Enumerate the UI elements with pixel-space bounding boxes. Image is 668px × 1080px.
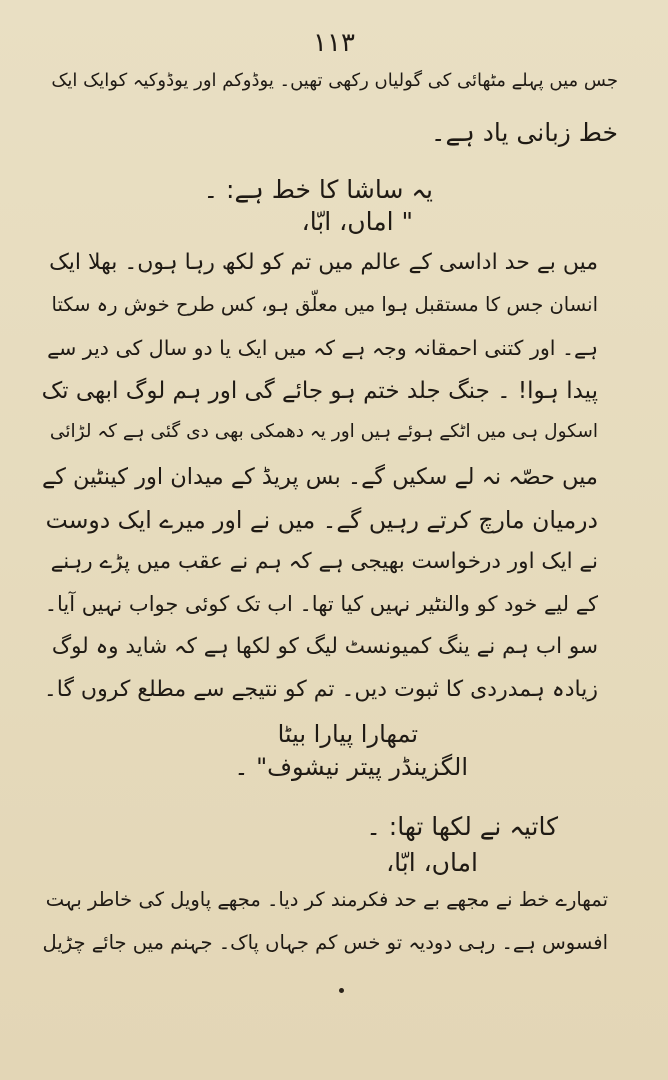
intro-line: جس میں پہلے مٹھائی کی گولیاں رکھی تھیں۔ یوڈوکم اور یوڈوکیہ کوایک ایک [51, 70, 618, 91]
letter2-heading: کاتیہ نے لکھا تھا: ۔ [366, 812, 558, 841]
letter1-body-line: زیادہ ہمدردی کا ثبوت دیں۔ تم کو نتیجے سے مطلع کروں گا۔ [43, 677, 598, 702]
letter2-body-line: افسوس ہے۔ رہی دودیہ تو خس کم جہاں پاک۔ جہنم میں جائے چڑیل [42, 931, 608, 954]
intro-line: خط زبانی یاد ہے۔ [430, 118, 618, 147]
stray-dot [339, 988, 344, 993]
letter1-salutation: " اماں، ابّا، [301, 207, 413, 236]
letter2-salutation: اماں، ابّا، [386, 848, 478, 877]
letter1-body-line: پیدا ہوا! ۔ جنگ جلد ختم ہو جائے گی اور ہم لوگ ابھی تک [41, 378, 598, 404]
letter1-body-line: انسان جس کا مستقبل ہوا میں معلّق ہو، کس طرح خوش رہ سکتا [51, 293, 598, 316]
letter1-body-line: نے ایک اور درخواست بھیجی ہے کہ ہم نے عقب میں پڑے رہنے [50, 549, 598, 574]
letter1-body-line: میں حصّہ نہ لے سکیں گے۔ بس پریڈ کے میدان اور کینٹین کے [41, 464, 598, 490]
letter1-signature: الگزینڈر پیتر نیشوف" ۔ [234, 753, 468, 781]
letter1-body-line: درمیان مارچ کرتے رہیں گے۔ میں نے اور میرے ایک دوست [45, 506, 598, 534]
letter1-body-line: سو اب ہم نے ینگ کمیونسٹ لیگ کو لکھا ہے کہ شاید وہ لوگ [51, 634, 598, 659]
letter2-body-line: تمھارے خط نے مجھے بے حد فکرمند کر دیا۔ مجھے پاویل کی خاطر بہت [45, 888, 608, 911]
letter1-heading: یہ ساشا کا خط ہے: ۔ [203, 175, 433, 204]
letter1-closing: تمھارا پیارا بیٹا [277, 720, 418, 748]
letter1-body-line: میں بے حد اداسی کے عالم میں تم کو لکھ رہا ہوں۔ بھلا ایک [49, 250, 598, 275]
letter1-body-line: اسکول ہی میں اٹکے ہوئے ہیں اور یہ دھمکی بھی دی گئی ہے کہ لڑائی [49, 421, 598, 442]
letter1-body-line: کے لیے خود کو والنٹیر نہیں کیا تھا۔ اب تک کوئی جواب نہیں آیا۔ [44, 592, 598, 616]
page-number: ۱۱۳ [313, 28, 355, 58]
letter1-body-line: ہے۔ اور کتنی احمقانہ وجہ ہے کہ میں ایک یا دو سال کی دیر سے [47, 336, 598, 360]
